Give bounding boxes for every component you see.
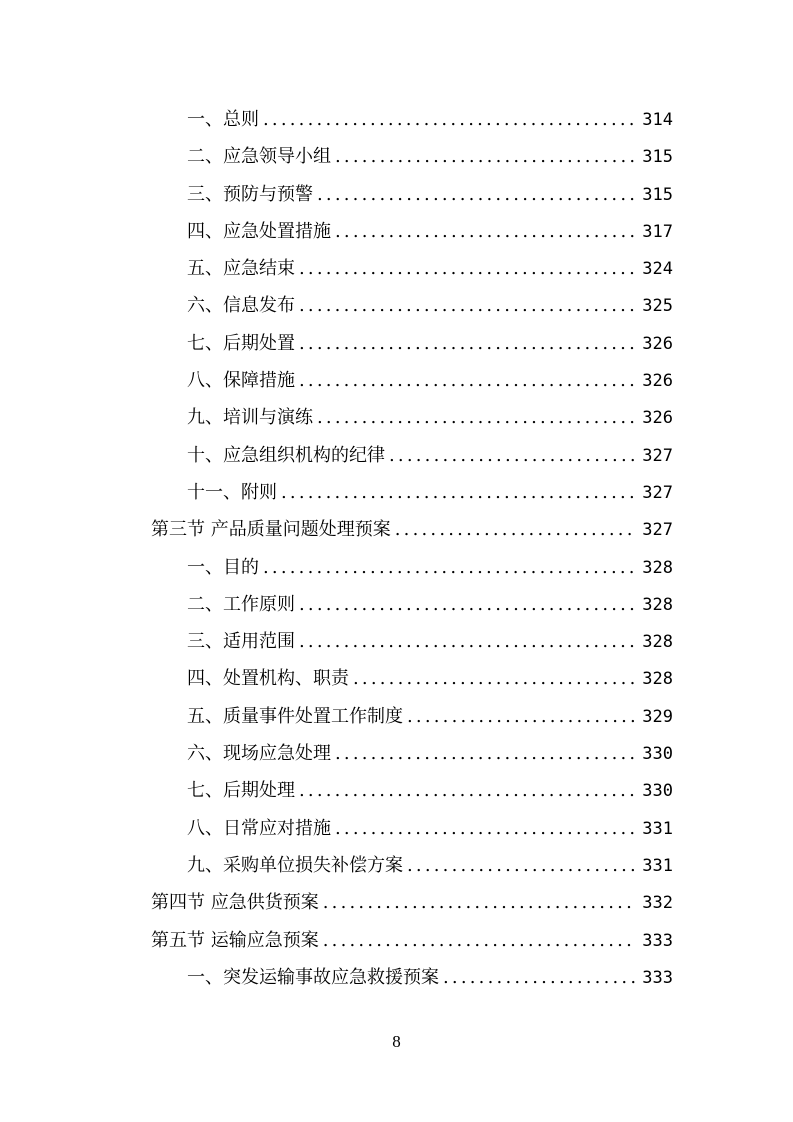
toc-dot-leader bbox=[263, 101, 635, 138]
toc-entry[interactable] bbox=[0, 922, 673, 959]
toc-entry-page: 315 bbox=[642, 184, 673, 205]
toc-entry-title: 一、突发运输事故应急救援预案 bbox=[187, 966, 439, 988]
toc-dot-leader bbox=[323, 884, 635, 921]
toc-entry-title: 三、预防与预警 bbox=[187, 183, 313, 205]
toc-entry[interactable] bbox=[0, 325, 673, 362]
toc-entry[interactable] bbox=[0, 660, 673, 697]
toc-entry-title: 八、保障措施 bbox=[187, 370, 295, 392]
toc-entry-title: 二、工作原则 bbox=[187, 593, 295, 615]
page-number: 8 bbox=[392, 1032, 401, 1051]
toc-dot-leader bbox=[353, 660, 635, 697]
toc-entry-page: 315 bbox=[642, 147, 673, 168]
toc-entry[interactable] bbox=[0, 399, 673, 436]
toc-dot-leader bbox=[299, 623, 635, 660]
toc-entry-title: 九、采购单位损失补偿方案 bbox=[187, 854, 403, 876]
toc-entry-page: 317 bbox=[642, 221, 673, 242]
toc-dot-leader bbox=[299, 586, 635, 623]
toc-entry-title: 四、处置机构、职责 bbox=[187, 668, 349, 690]
toc-entry-page: 326 bbox=[642, 408, 673, 429]
toc-entry-title: 第四节 应急供货预案 bbox=[151, 892, 319, 914]
toc-entry-title: 九、培训与演练 bbox=[187, 407, 313, 429]
toc-entry-title: 第五节 运输应急预案 bbox=[151, 929, 319, 951]
toc-entry-title: 六、现场应急处理 bbox=[187, 743, 331, 765]
toc-entry-page: 328 bbox=[642, 557, 673, 578]
toc-entry-page: 325 bbox=[642, 296, 673, 317]
toc-entry[interactable] bbox=[0, 549, 673, 586]
toc-dot-leader bbox=[299, 250, 635, 287]
toc-dot-leader bbox=[395, 511, 635, 548]
toc-entry-title: 二、应急领导小组 bbox=[187, 146, 331, 168]
toc-entry[interactable] bbox=[0, 362, 673, 399]
toc-dot-leader bbox=[299, 772, 635, 809]
toc-entry[interactable] bbox=[0, 586, 673, 623]
toc-dot-leader bbox=[335, 735, 635, 772]
toc-entry-title: 七、后期处理 bbox=[187, 780, 295, 802]
toc-dot-leader bbox=[263, 549, 635, 586]
toc-entry-title: 十、应急组织机构的纪律 bbox=[187, 444, 385, 466]
toc-entry[interactable] bbox=[0, 474, 673, 511]
toc-entry-page: 327 bbox=[642, 445, 673, 466]
toc-entry[interactable] bbox=[0, 623, 673, 660]
toc-entry[interactable] bbox=[0, 176, 673, 213]
toc-dot-leader bbox=[389, 437, 635, 474]
toc-entry[interactable] bbox=[0, 101, 673, 138]
toc-dot-leader bbox=[335, 810, 635, 847]
toc-entry-page: 330 bbox=[642, 781, 673, 802]
table-of-contents bbox=[0, 101, 793, 996]
toc-entry-page: 333 bbox=[642, 930, 673, 951]
toc-entry-title: 六、信息发布 bbox=[187, 295, 295, 317]
toc-entry[interactable] bbox=[0, 735, 673, 772]
toc-dot-leader bbox=[317, 399, 635, 436]
toc-entry-page: 328 bbox=[642, 594, 673, 615]
toc-dot-leader bbox=[281, 474, 635, 511]
toc-entry[interactable] bbox=[0, 287, 673, 324]
toc-dot-leader bbox=[299, 287, 635, 324]
toc-entry-page: 327 bbox=[642, 482, 673, 503]
toc-entry-title: 一、总则 bbox=[187, 109, 259, 130]
toc-entry[interactable] bbox=[0, 810, 673, 847]
toc-dot-leader bbox=[407, 698, 635, 735]
toc-dot-leader bbox=[407, 847, 635, 884]
toc-entry-page: 326 bbox=[642, 371, 673, 392]
toc-entry[interactable] bbox=[0, 213, 673, 250]
toc-entry-title: 第三节 产品质量问题处理预案 bbox=[151, 519, 391, 541]
toc-entry-title: 三、适用范围 bbox=[187, 631, 295, 653]
toc-entry-page: 324 bbox=[642, 259, 673, 280]
toc-entry-title: 十一、附则 bbox=[187, 481, 277, 503]
toc-entry-page: 328 bbox=[642, 669, 673, 690]
toc-entry-page: 332 bbox=[642, 893, 673, 914]
toc-dot-leader bbox=[335, 213, 635, 250]
toc-entry-page: 331 bbox=[642, 855, 673, 876]
toc-entry[interactable] bbox=[0, 772, 673, 809]
toc-entry[interactable] bbox=[0, 884, 673, 921]
toc-dot-leader bbox=[443, 959, 635, 996]
toc-entry-title: 五、质量事件处置工作制度 bbox=[187, 705, 403, 727]
toc-dot-leader bbox=[323, 922, 635, 959]
toc-entry[interactable] bbox=[0, 511, 673, 548]
toc-entry-page: 331 bbox=[642, 818, 673, 839]
toc-dot-leader bbox=[335, 138, 635, 175]
toc-entry[interactable] bbox=[0, 959, 673, 996]
toc-dot-leader bbox=[299, 325, 635, 362]
toc-entry[interactable] bbox=[0, 698, 673, 735]
toc-dot-leader bbox=[317, 176, 635, 213]
toc-entry-title: 一、目的 bbox=[187, 556, 259, 578]
toc-entry-title: 八、日常应对措施 bbox=[187, 817, 331, 839]
toc-entry[interactable] bbox=[0, 437, 673, 474]
toc-entry-page: 333 bbox=[642, 967, 673, 988]
toc-entry-page: 327 bbox=[642, 520, 673, 541]
toc-entry-page: 326 bbox=[642, 333, 673, 354]
toc-entry-page: 314 bbox=[642, 110, 673, 130]
toc-entry-page: 330 bbox=[642, 744, 673, 765]
toc-dot-leader bbox=[299, 362, 635, 399]
toc-entry-title: 五、应急结束 bbox=[187, 258, 295, 280]
toc-entry-page: 328 bbox=[642, 632, 673, 653]
toc-entry[interactable] bbox=[0, 847, 673, 884]
toc-entry-page: 329 bbox=[642, 706, 673, 727]
toc-entry-title: 七、后期处置 bbox=[187, 332, 295, 354]
toc-entry[interactable] bbox=[0, 138, 673, 175]
toc-entry[interactable] bbox=[0, 250, 673, 287]
toc-entry-title: 四、应急处置措施 bbox=[187, 220, 331, 242]
